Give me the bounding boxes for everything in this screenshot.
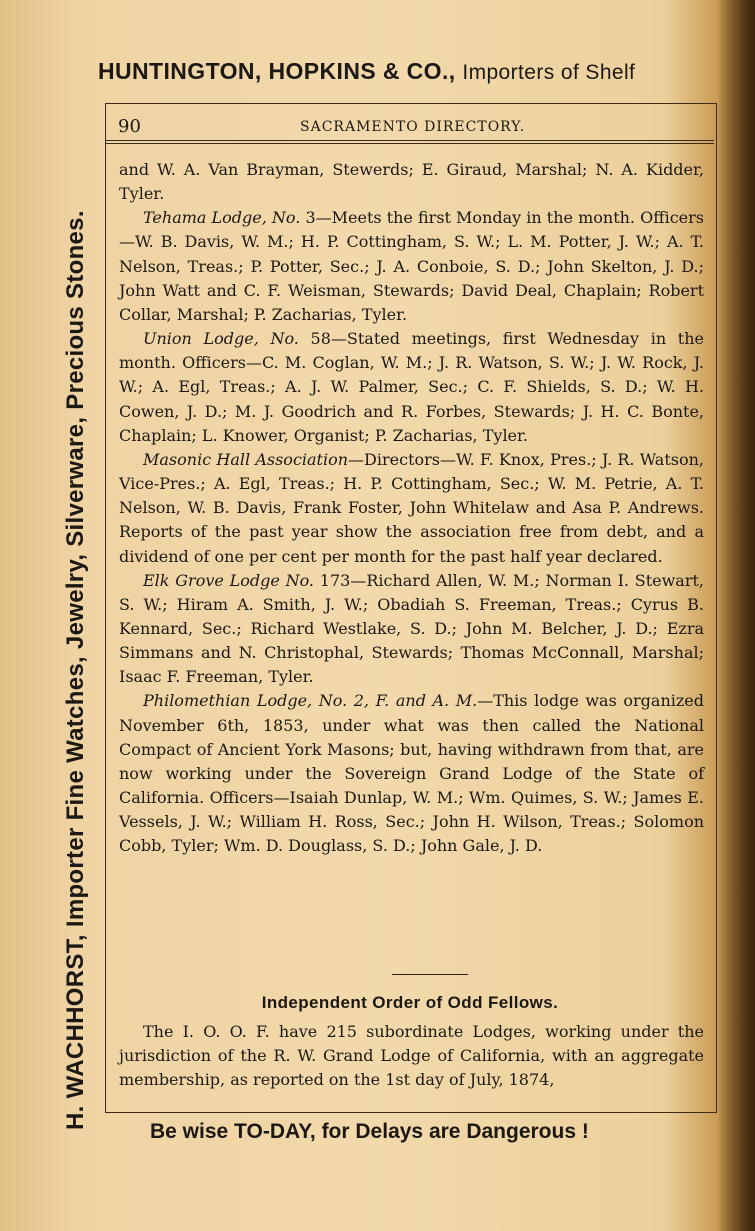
- page-number: 90: [118, 116, 141, 137]
- section-text: [119, 1020, 704, 1092]
- lodge-name: Elk Grove Lodge No.: [143, 570, 315, 590]
- paragraph-elk-grove-lodge: [119, 569, 704, 690]
- paragraph-tehama-lodge: [119, 206, 704, 327]
- paragraph-ioof: The I. O. O. F. have 215 subordinate Lodges, working under the jurisdiction of the R. W. Grand Lodge of California, with an aggregate membership, as reported on the 1st day of July, 1874,: [119, 1022, 704, 1089]
- section-heading: Independent Order of Odd Fellows.: [261, 993, 559, 1012]
- lodge-name: Union Lodge, No.: [143, 329, 299, 349]
- top-ad-tail: Importers of Shelf: [462, 61, 636, 84]
- paragraph-union-lodge: [119, 327, 704, 448]
- paragraph-text: —Directors—W. F. Knox, Pres.; J. R. Watson, Vice-Pres.; A. Egl, Treas.; H. P. Cottingham, Sec.; W. M. Petrie, A. T. Nelson, W. B. Davis, Frank Foster, John Whitelaw and Asa P. Andrews. Reports of the past year show the association free from debt, and a dividend of one per cent per month for the past half year declared.: [119, 449, 704, 566]
- running-title: SACRAMENTO DIRECTORY.: [300, 119, 526, 135]
- header-rule: [106, 140, 714, 144]
- paragraph-text: 3—Meets the first Monday in the month. Officers—W. B. Davis, W. M.; H. P. Cottingham, S. W.; L. M. Potter, J. W.; A. T. Nelson, Treas.; P. Potter, Sec.; J. A. Conboie, S. D.; John Skelton, J. D.; John Watt and C. F. Weisman, Stewards; David Deal, Chaplain; Robert Collar, Marshal; P. Zacharias, Tyler.: [119, 208, 705, 324]
- paragraph-masonic-hall: [119, 448, 704, 569]
- paragraph-text: 58—Stated meetings, first Wednesday in the month. Officers—C. M. Coglan, W. M.; J. R. Watson, S. W.; J. W. Rock, J. W.; A. Egl, Treas.; A. J. W. Palmer, Sec.; C. F. Shields, S. D.; W. H. Cowen, J. D.; M. J. Goodrich and R. Forbes, Stewards; J. H. C. Bonte, Chaplain; L. Knower, Organist; P. Zacharias, Tyler.: [119, 329, 704, 445]
- top-advertisement: [98, 58, 738, 85]
- paragraph-text: —This lodge was organized November 6th, 1853, under what was then called the National Compact of Ancient York Masons; but, having withdrawn from that, are now working under the Sovereign Grand Lodge of the State of California. Officers—Isaiah Dunlap, W. M.; Wm. Quimes, S. W.; James E. Vessels, J. W.; William H. Ross, Sec.; John H. Wilson, Treas.; Solomon Cobb, Tyler; Wm. D. Douglass, S. D.; John Gale, J. D.: [119, 691, 705, 856]
- association-name: Masonic Hall Association: [143, 449, 349, 469]
- top-ad-main: HUNTINGTON, HOPKINS & CO.,: [98, 58, 456, 84]
- paragraph-stewards: [119, 158, 704, 206]
- paragraph-philomethian-lodge: [119, 689, 704, 858]
- section-divider: [392, 974, 468, 975]
- paragraph-text: 173—Richard Allen, W. M.; Norman I. Stewart, S. W.; Hiram A. Smith, J. W.; Obadiah S. Freeman, Treas.; Cyrus B. Kennard, Sec.; Richard Westlake, S. D.; John M. Belcher, J. D.; Ezra Simmans and N. Christophal, Stewards; Thomas McConnall, Marshal; Isaac F. Freeman, Tyler.: [119, 570, 705, 687]
- side-advertisement: H. WACHHORST, Importer Fine Watches, Jewelry, Silverware, Precious Stones.: [62, 210, 89, 1130]
- lodge-name: Tehama Lodge, No.: [143, 208, 301, 228]
- paragraph-text: and W. A. Van Brayman, Stewerds; E. Giraud, Marshal; N. A. Kidder, Tyler.: [119, 160, 704, 204]
- book-spine-shadow: [717, 0, 755, 1231]
- bottom-advertisement: Be wise TO-DAY, for Delays are Dangerous !: [150, 1120, 589, 1143]
- directory-text: [119, 158, 704, 859]
- lodge-name: Philomethian Lodge, No. 2, F. and A. M.: [143, 691, 478, 711]
